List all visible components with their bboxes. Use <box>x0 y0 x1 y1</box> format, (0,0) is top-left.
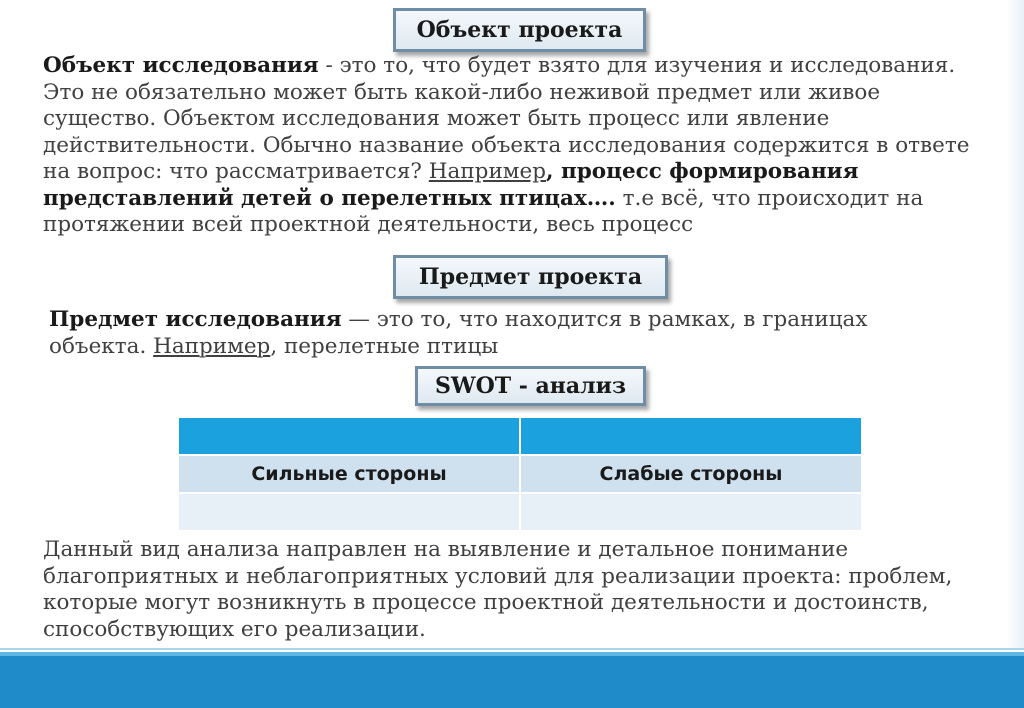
swot-label-row <box>178 455 862 493</box>
object-text-2: т.е всё, что происходит на протяжении всей проектной деятельности, весь процесс <box>43 185 924 237</box>
swot-empty-row <box>178 493 862 531</box>
swot-empty-cell <box>178 493 520 531</box>
subject-text-2: , перелетные птицы <box>270 333 499 359</box>
swot-weaknesses-cell: Слабые стороны <box>520 455 862 493</box>
swot-empty-cell <box>520 493 862 531</box>
heading-object-project-label: Объект проекта <box>416 17 623 43</box>
heading-subject-project <box>393 255 668 299</box>
subject-term: Предмет исследования <box>49 307 342 332</box>
swot-strengths-cell: Сильные стороны <box>178 455 520 493</box>
footer-stripe-light <box>0 648 1024 650</box>
object-example-bold: процесс формирования представлений детей о перелетных птицах…. <box>43 159 859 211</box>
object-comma: , <box>545 159 561 184</box>
heading-object-project <box>393 8 646 52</box>
subject-definition-paragraph <box>49 307 949 360</box>
swot-header-cell <box>520 417 862 455</box>
swot-header-cell <box>178 417 520 455</box>
heading-swot-label: SWOT - анализ <box>434 373 627 399</box>
heading-swot <box>415 366 646 406</box>
object-definition-paragraph <box>43 53 993 239</box>
object-text-1: - это то, что будет взято для изучения и исследования. Это не обязательно может быть какой-либо неживой предмет или живое существо. Объектом исследования может быть процесс или явление действительности. Обычно название объекта исследования содержится в ответе на вопрос: что рассматривается? <box>43 53 970 184</box>
object-term: Объект исследования <box>43 53 319 78</box>
swot-table <box>177 416 863 532</box>
object-example-word: Например <box>428 159 546 184</box>
heading-subject-project-label: Предмет проекта <box>418 264 643 290</box>
subject-example-word: Например <box>153 333 271 359</box>
subject-text-1: — это то, что находится в рамках, в границах объекта. <box>49 307 868 359</box>
right-edge-shade <box>1006 0 1024 650</box>
footer-bar <box>0 656 1024 708</box>
swot-description-paragraph: Данный вид анализа направлен на выявление и детальное понимание благоприятных и неблагоприятных условий для реализации проекта: проблем, которые могут возникнуть в процессе проектной деятельности и достоинств, способствующих его реализации. <box>43 537 953 642</box>
swot-header-row <box>178 417 862 455</box>
